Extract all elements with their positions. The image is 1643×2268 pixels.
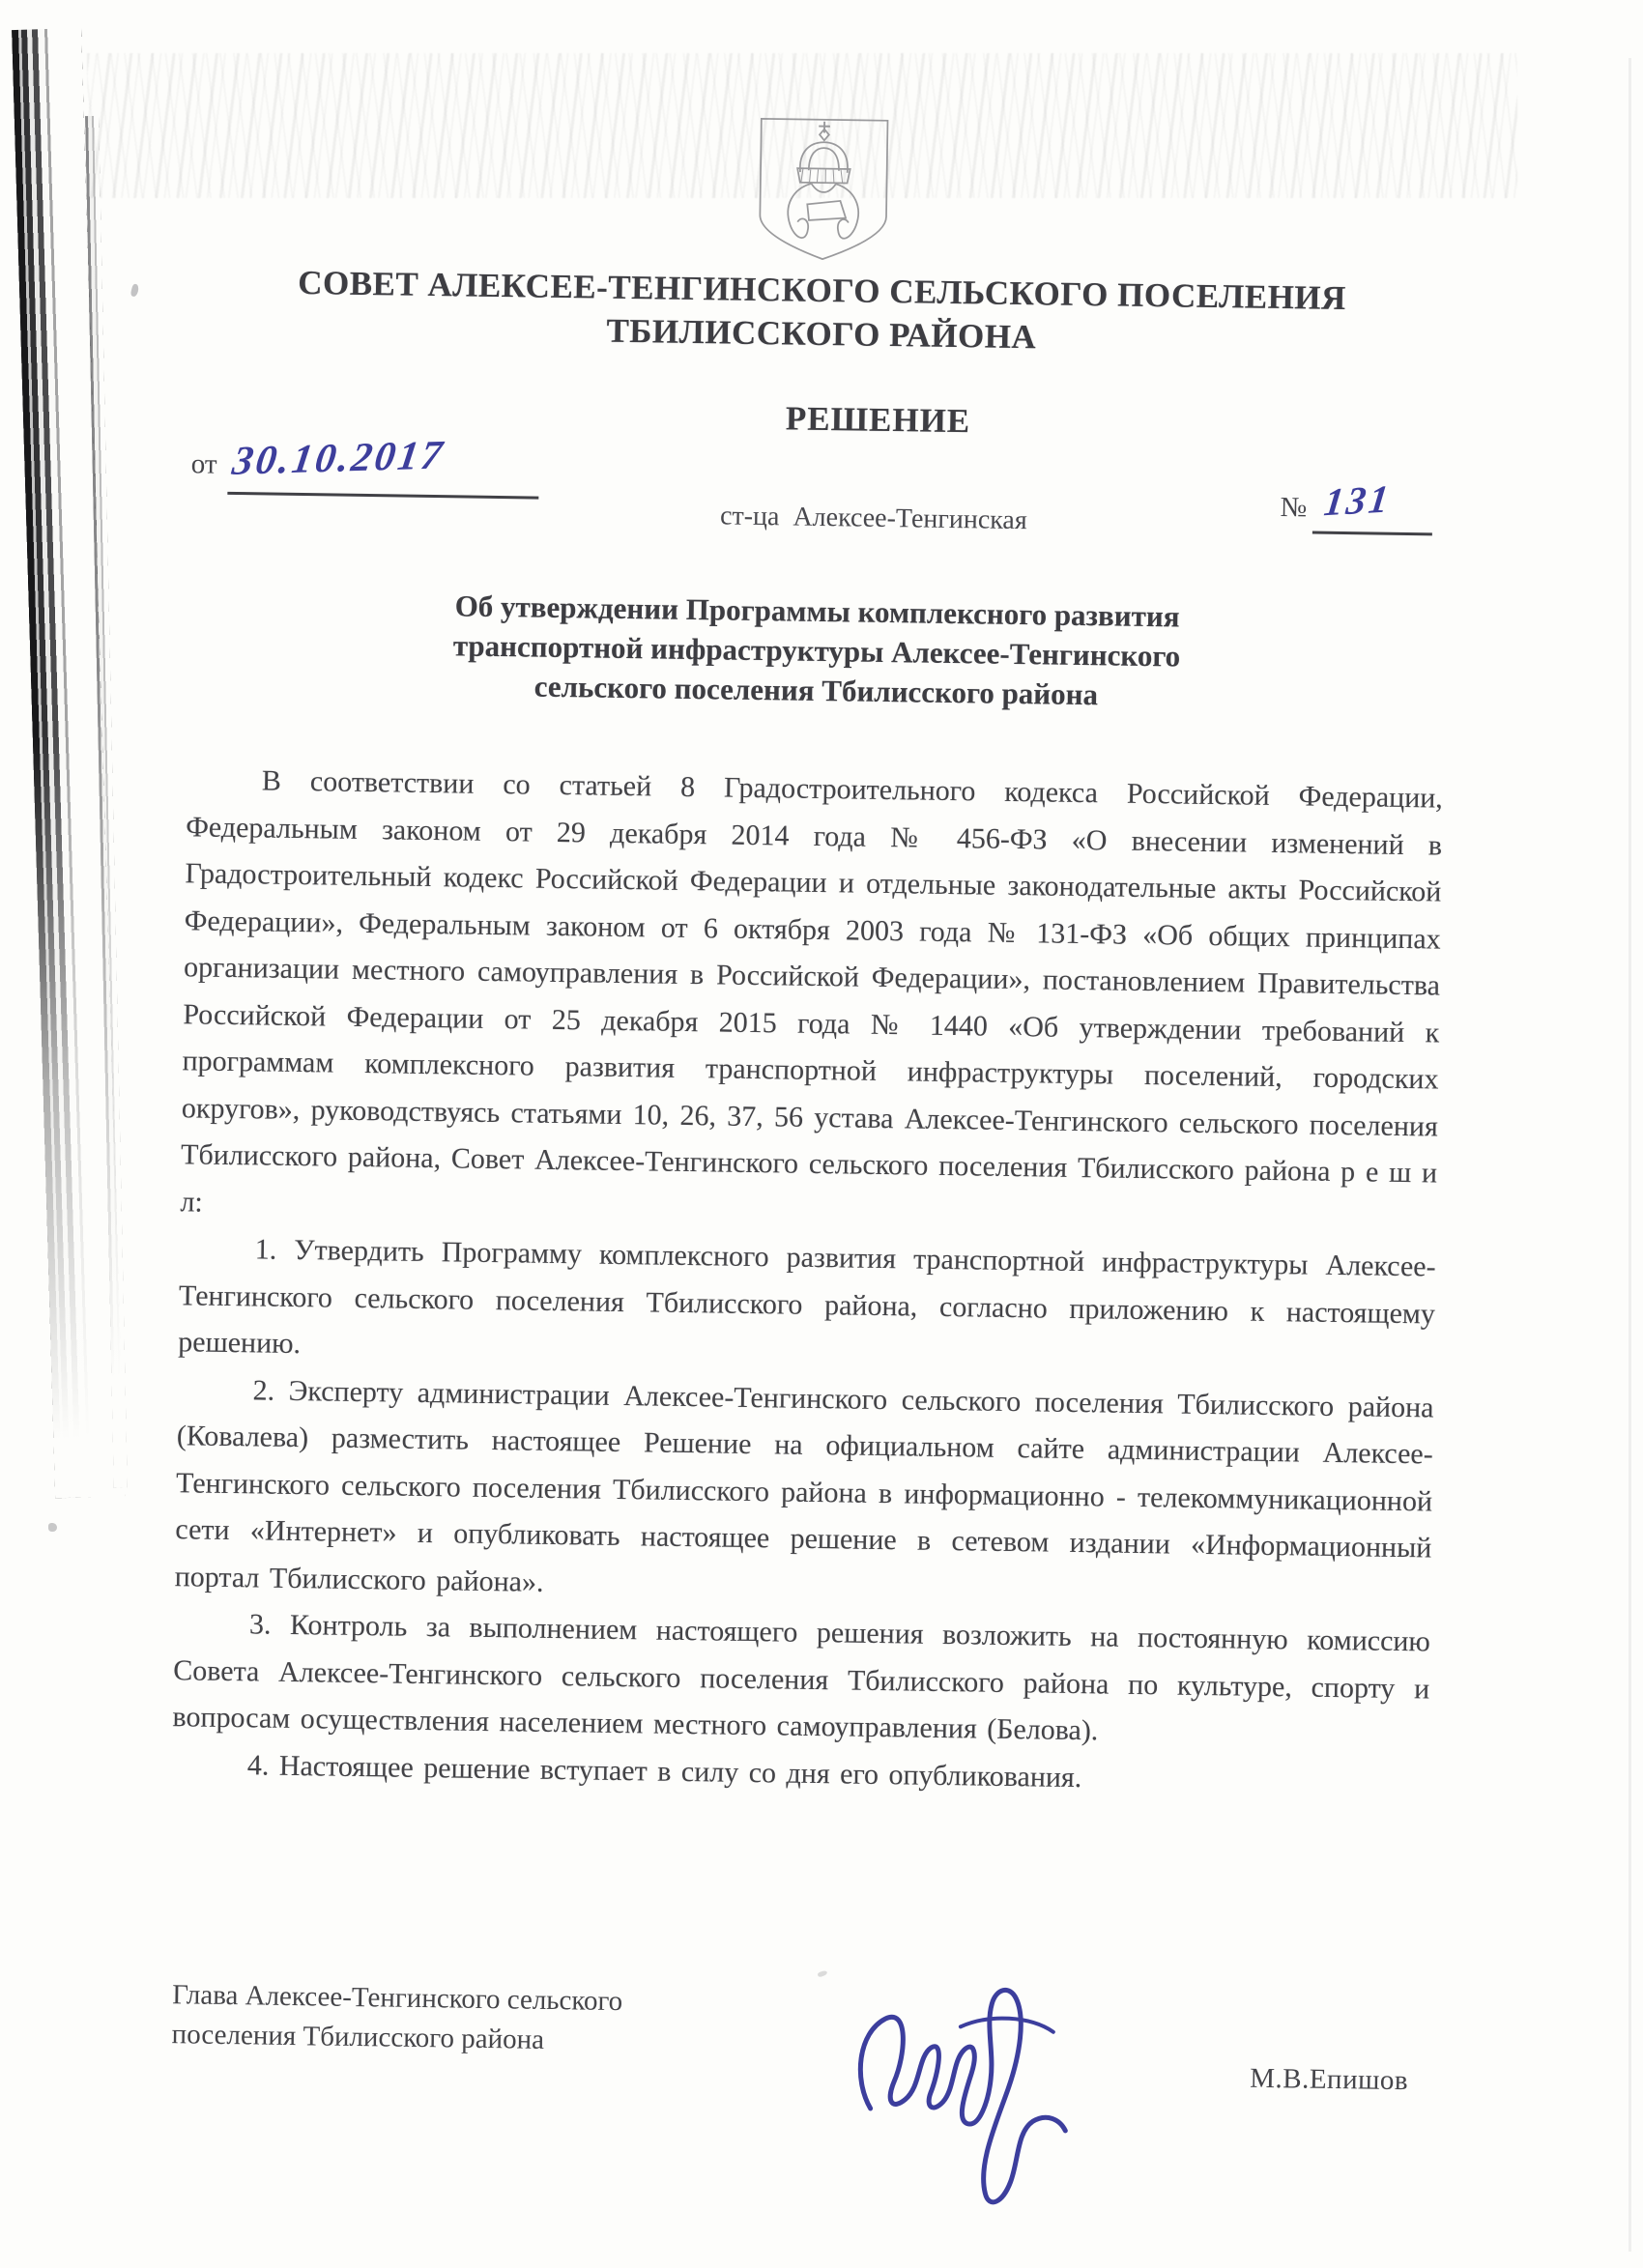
date-underline [227,492,538,500]
signer-name: М.В.Епишов [1249,2062,1409,2097]
decision-item-3: 3. Контроль за выполнением настоящего решения возложить на постоянную комиссию Совета Алексее-Тенгинского сельского поселения Тбилисского района по культуре, спорту и вопросам осуществления населением местного самоуправления (Белова). [172,1608,1431,1747]
signer-position-line1: Глава Алексее-Тенгинского сельского [172,1979,623,2018]
doc-type-heading: РЕШЕНИЕ [785,399,971,441]
number-label: № [1280,492,1308,524]
doc-date [190,433,448,487]
number-underline [1312,531,1432,536]
date-label: от [190,448,217,480]
decision-item-2: 2. Эксперту администрации Алексее-Тенгинского сельского поселения Тбилисского района (Ковалева) разместить настоящее Решение на официальном сайте администрации Алексее-Тенгинского сельского поселения Тбилисского района в информационно - телекоммуникационной сети «Интернет» и опубликовать настоящее решение в сетевом издании «Информационный портал Тбилисского района». [174,1373,1434,1598]
org-title [193,259,1451,364]
scan-edge-artifact-thin [85,116,128,1488]
subject-line3: сельского поселения Тбилисского района [533,669,1099,712]
scan-right-edge-line [1629,58,1631,2252]
coat-of-arms-icon [749,113,898,266]
doc-subject [187,582,1446,719]
subject-line2: транспортной инфраструктуры Алексее-Тенгинского [452,628,1181,674]
doc-place: ст-ца Алексее-Тенгинская [719,501,1027,536]
scan-edge-artifact [12,28,125,1498]
handwritten-number: 131 [1321,476,1395,525]
scan-speck [48,1523,57,1532]
handwritten-signature-icon [842,1959,1116,2224]
doc-number [1280,476,1395,528]
org-title-line1: СОВЕТ АЛЕКСЕЕ-ТЕНГИНСКОГО СЕЛЬСКОГО ПОСЕЛЕНИЯ [297,263,1347,318]
scan-speck [130,283,140,297]
subject-line1: Об утверждении Программы комплексного развития [454,589,1180,634]
decision-item-4: 4. Настоящее решение вступает в силу со дня его опубликования. [246,1748,1082,1794]
doc-meta [189,431,1448,575]
org-title-line2: ТБИЛИССКОГО РАЙОНА [606,311,1037,357]
signer-position-line2: поселения Тбилисского района [171,2019,545,2055]
handwritten-date: 30.10.2017 [229,433,448,484]
preamble-paragraph: В соответствии со статьей 8 Градостроительного кодекса Российской Федерации, Федеральным законом от 29 декабря 2014 года № 456-ФЗ «О внесении изменений в Градостроительный кодекс Российской Федерации и отдельные законодательные акты Российской Федерации», Федеральным законом от 6 октября 2003 года № 131-ФЗ «Об общих принципах организации местного самоуправления в Российской Федерации», постановлением Правительства Российской Федерации от 25 декабря 2015 года № 1440 «Об утверждении требований к программам комплексного развития транспортной инфраструктуры поселений, городских округов», руководствуясь статьями 10, 26, 37, 56 устава Алексее-Тенгинского сельского поселения Тбилисского района, Совет Алексее-Тенгинского сельского поселения Тбилисского района р е ш и л: [180,764,1444,1219]
signer-position [171,1975,622,2061]
signature-block [165,1969,1426,2239]
document-content [164,0,1455,2268]
decision-item-1: 1. Утвердить Программу комплексного развития транспортной инфраструктуры Алексее-Тенгинского сельского поселения Тбилисского района, согласно приложению к настоящему решению. [178,1233,1436,1361]
doc-body [171,757,1443,1806]
